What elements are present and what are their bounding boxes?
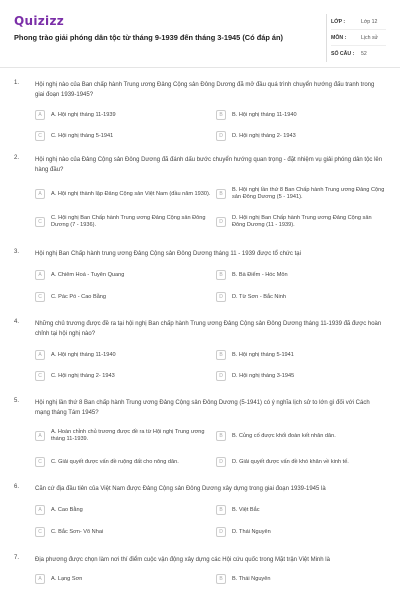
question-text: Những chủ trương được đề ra tại hội nghị Ban chấp hành Trung ương Đảng Cộng sản Đông Dương tháng 11-1939 đã được hoàn chỉnh tại hội nghị nào?	[35, 321, 382, 337]
option-b[interactable]	[216, 268, 386, 282]
meta-value: Lịch sử	[361, 34, 379, 41]
option-text: A. Cao Bằng	[51, 506, 83, 513]
option-letter-box: B	[216, 189, 226, 199]
question-text: Hội nghị nào của Đảng Cộng sản Đông Dương đã đánh dấu bước chuyển hướng quan trọng - đặt nhiệm vụ giải phóng dân tộc lên hàng đầu?	[35, 157, 383, 173]
meta-value: 52	[361, 51, 367, 57]
question-number: 5.	[14, 398, 20, 404]
option-text: B. Củng cố được khối đoàn kết nhân dân.	[232, 432, 336, 439]
option-letter-box: A	[35, 110, 45, 120]
option-letter-box: C	[35, 457, 45, 467]
option-letter-box: C	[35, 217, 45, 227]
option-letter-box: A	[35, 574, 45, 584]
option-text: D. Giải quyết được vấn đề khó khăn về kinh tế.	[232, 458, 349, 465]
option-d[interactable]	[216, 369, 386, 383]
option-c[interactable]	[35, 212, 215, 232]
meta-row-subject	[331, 30, 386, 46]
option-letter-box: C	[35, 131, 45, 141]
option-text: B. Hội nghị lần thứ 8 Ban Chấp hành Trung ương Đảng Cộng sản Đông Dương (5 - 1941).	[232, 187, 385, 200]
option-a[interactable]	[35, 348, 215, 362]
option-text: D. Từ Sơn - Bắc Ninh	[232, 293, 286, 300]
header-divider	[0, 67, 400, 68]
option-letter-box: C	[35, 371, 45, 381]
option-b[interactable]	[216, 184, 386, 204]
option-b[interactable]	[216, 572, 386, 586]
option-letter-box: B	[216, 350, 226, 360]
option-d[interactable]	[216, 525, 386, 539]
option-b[interactable]	[216, 348, 386, 362]
option-letter-box: D	[216, 217, 226, 227]
meta-label: LỚP :	[331, 18, 346, 25]
option-a[interactable]	[35, 572, 215, 586]
option-text: B. Bà Điểm - Hóc Môn	[232, 271, 288, 278]
option-c[interactable]	[35, 455, 215, 469]
option-text: D. Thái Nguyên	[232, 528, 271, 535]
option-text: B. Thái Nguyên	[232, 575, 271, 582]
question-number: 4.	[14, 319, 20, 325]
option-letter-box: D	[216, 457, 226, 467]
document-title: Phong trào giải phóng dân tộc từ tháng 9-1939 đến tháng 3-1945 (Có đáp án)	[14, 33, 283, 42]
meta-row-count	[331, 46, 386, 62]
question-text: Căn cứ địa đầu tiên của Việt Nam được Đảng Cộng sản Đông Dương xây dựng trong giai đoạn 1939-1945 là	[35, 486, 326, 492]
option-letter-box: A	[35, 270, 45, 280]
option-text: A. Hội nghị tháng 11-1939	[51, 111, 116, 118]
option-a[interactable]	[35, 426, 215, 446]
option-text: A. Lạng Sơn	[51, 575, 83, 582]
option-text: A. Hội nghị tháng 11-1940	[51, 351, 116, 358]
document-header	[14, 14, 386, 70]
option-a[interactable]	[35, 503, 215, 517]
question-number: 7.	[14, 555, 20, 561]
option-letter-box: B	[216, 431, 226, 441]
option-text: C. Hội nghị Ban Chấp hành Trung ương Đảng Cộng sản Đông Dương (7 - 1936).	[51, 215, 206, 228]
option-letter-box: D	[216, 371, 226, 381]
option-b[interactable]	[216, 108, 386, 122]
meta-value: Lớp 12	[361, 18, 378, 25]
option-b[interactable]	[216, 503, 386, 517]
option-text: A. Hoàn chỉnh chủ trương được đề ra từ Hội nghị Trung ương tháng 11-1939.	[51, 429, 205, 442]
option-text: D. Hội nghị Ban Chấp hành Trung ương Đảng Cộng sản Đông Dương (11 - 1939).	[232, 215, 372, 228]
question-text: Hội nghị Ban Chấp hành trung ương Đảng Cộng sản Đông Dương tháng 11 - 1939 được tổ chức tại	[35, 251, 301, 257]
option-letter-box: C	[35, 527, 45, 537]
meta-row-class	[331, 14, 386, 30]
option-text: C. Hội nghị tháng 5-1941	[51, 132, 114, 139]
option-d[interactable]	[216, 129, 386, 143]
question-text: Hội nghị nào của Ban chấp hành Trung ương Đảng Cộng sản Đông Dương đã mở đầu quá trình chuyển hướng đấu tranh trong giai đoạn 1939-1945?	[35, 82, 375, 98]
option-letter-box: A	[35, 350, 45, 360]
option-letter-box: D	[216, 292, 226, 302]
option-letter-box: B	[216, 505, 226, 515]
option-letter-box: B	[216, 270, 226, 280]
question-number: 2.	[14, 155, 20, 161]
option-a[interactable]	[35, 268, 215, 282]
option-text: B. Việt Bắc	[232, 506, 260, 513]
meta-label: SỐ CÂU :	[331, 51, 355, 57]
meta-info-box	[326, 14, 386, 62]
option-text: B. Hội nghị tháng 5-1941	[232, 351, 294, 358]
option-a[interactable]	[35, 108, 215, 122]
option-letter-box: B	[216, 574, 226, 584]
question-number: 6.	[14, 484, 20, 490]
option-c[interactable]	[35, 129, 215, 143]
option-text: A. Chiêm Hoá - Tuyên Quang	[51, 271, 125, 278]
option-a[interactable]	[35, 184, 215, 204]
quizizz-logo: Quizizz	[14, 14, 65, 28]
option-d[interactable]	[216, 290, 386, 304]
option-text: B. Hội nghị tháng 11-1940	[232, 111, 297, 118]
meta-label: MÔN :	[331, 34, 347, 41]
option-text: C. Giải quyết được vấn đề ruộng đất cho nông dân.	[51, 458, 179, 465]
question-text: Địa phương được chọn làm nơi thí điểm cuộc vận động xây dựng các Hội cứu quốc trong Mặt trận Việt Minh là	[35, 557, 330, 563]
option-letter-box: C	[35, 292, 45, 302]
question-text: Hội nghị lần thứ 8 Ban chấp hành Trung ương Đảng Cộng sản Đông Dương (5-1941) có ý nghĩa lịch sử to lớn gì đối với Cách mạng tháng Tám 1945?	[35, 400, 370, 416]
option-c[interactable]	[35, 369, 215, 383]
option-text: D. Hội nghị tháng 2- 1943	[232, 132, 296, 139]
option-letter-box: D	[216, 527, 226, 537]
option-letter-box: D	[216, 131, 226, 141]
option-d[interactable]	[216, 212, 386, 232]
option-letter-box: B	[216, 110, 226, 120]
option-letter-box: A	[35, 431, 45, 441]
option-text: C. Bắc Sơn- Võ Nhai	[51, 528, 104, 535]
question-number: 3.	[14, 249, 20, 255]
option-letter-box: A	[35, 189, 45, 199]
option-c[interactable]	[35, 525, 215, 539]
option-c[interactable]	[35, 290, 215, 304]
option-b[interactable]	[216, 426, 386, 446]
option-text: A. Hội nghị thành lập Đảng Cộng sản Việt Nam (đầu năm 1930).	[51, 190, 211, 197]
option-text: C. Hội nghị tháng 2- 1943	[51, 372, 115, 379]
option-letter-box: A	[35, 505, 45, 515]
question-number: 1.	[14, 80, 20, 86]
option-d[interactable]	[216, 455, 386, 469]
option-text: D. Hội nghị tháng 3-1945	[232, 372, 295, 379]
option-text: C. Pác Pó - Cao Bằng	[51, 293, 107, 300]
